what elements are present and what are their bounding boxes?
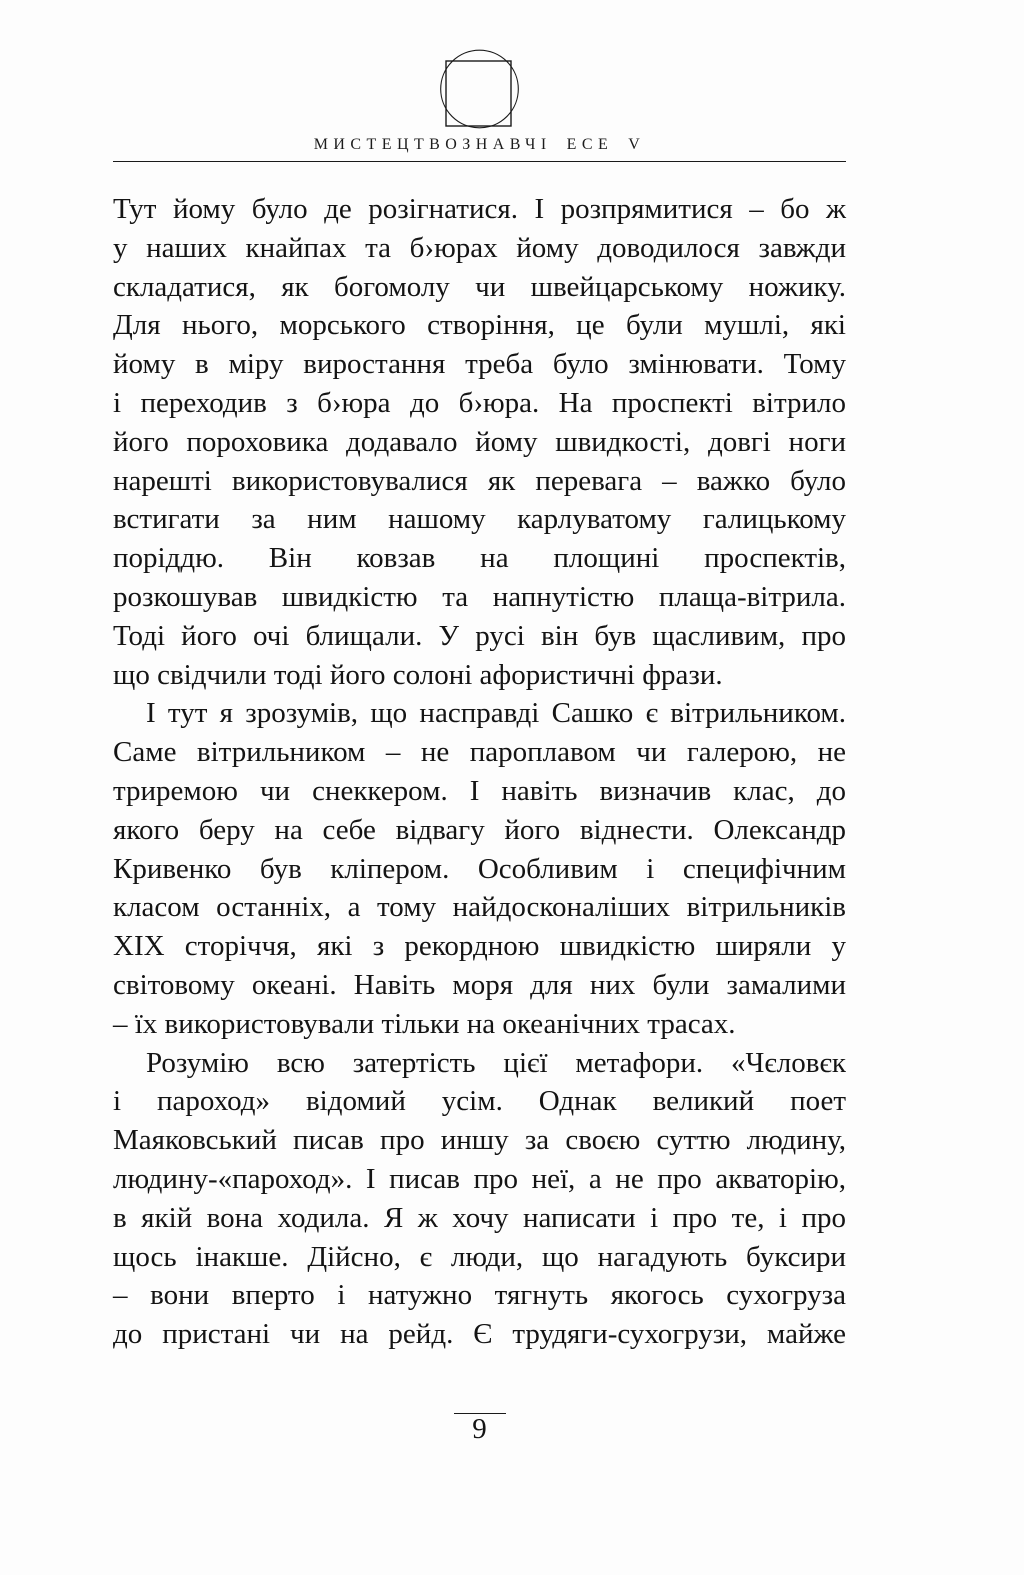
- text-line: світовому океані. Навіть моря для них були замалими: [113, 968, 846, 1001]
- header-rule: [113, 161, 846, 162]
- text-line: і переходив з б›юра до б›юра. На проспекті вітрило: [113, 386, 846, 419]
- text-line: Тоді його очі блищали. У русі він був щасливим, про: [113, 619, 846, 652]
- text-line: І тут я зрозумів, що насправді Сашко є вітрильником.: [146, 697, 846, 730]
- body-text: [113, 190, 846, 1354]
- text-line: триремою чи снеккером. І навіть визначив клас, до: [113, 774, 846, 807]
- text-line: – вони вперто і натужно тягнуть якогось сухогруза: [113, 1279, 846, 1312]
- text-line: Кривенко був кліпером. Особливим і специфічним: [113, 852, 846, 885]
- text-line: людину-«пароход». І писав про неї, а не про акваторію,: [113, 1162, 846, 1195]
- text-line: і пароход» відомий усім. Однак великий поет: [113, 1085, 846, 1118]
- text-line: в якій вона ходила. Я ж хочу написати і про те, і про: [113, 1201, 846, 1234]
- text-line: до пристані чи на рейд. Є трудяги-сухогрузи, майже: [113, 1318, 846, 1351]
- text-line: розкошував швидкістю та напнутістю плаща-вітрила.: [113, 580, 846, 613]
- text-line: Для нього, морського створіння, це були мушлі, які: [113, 309, 846, 342]
- paragraph: [113, 190, 846, 694]
- running-title: МИСТЕЦТВОЗНАВЧІ ЕСЕ V: [313, 136, 646, 153]
- text-line: складатися, як богомолу чи швейцарському ножику.: [113, 270, 846, 303]
- text-line: Розумію всю затертість цієї метафори. «Чєловєк: [146, 1046, 846, 1079]
- paragraph: [113, 694, 846, 1043]
- text-line: поріддю. Він ковзав на площині проспектів,: [113, 542, 846, 575]
- text-line: у наших кнайпах та б›юрах йому доводилося завжди: [113, 231, 846, 264]
- text-line: Саме вітрильником – не пароплавом чи галерою, не: [113, 736, 846, 769]
- text-line: ХІХ сторіччя, які з рекордною швидкістю ширяли у: [113, 930, 846, 963]
- page-number: 9: [472, 1413, 487, 1445]
- text-line: його пороховика додавало йому швидкості, довгі ноги: [113, 425, 846, 458]
- text-line: Тут йому було де розігнатися. І розпрямитися – бо ж: [113, 193, 846, 225]
- text-line: якого беру на себе відвагу його віднести. Олександр: [113, 813, 846, 846]
- text-line: нарешті використовувалися як перевага – важко було: [113, 464, 846, 497]
- text-line: класом останніх, а тому найдосконаліших вітрильників: [113, 891, 846, 924]
- text-line: – їх використовували тільки на океанічних трасах.: [113, 1007, 736, 1040]
- text-line: Маяковський писав про иншу за своєю суттю людину,: [113, 1124, 846, 1157]
- circle-square-logo-icon: [440, 48, 520, 130]
- text-line: щось інакше. Дійсно, є люди, що нагадують буксири: [113, 1240, 846, 1273]
- page-footer: [113, 1413, 846, 1444]
- text-line: встигати за ним нашому карлуватому галицькому: [113, 503, 846, 536]
- text-line: що свідчили тоді його солоні афористичні фрази.: [113, 658, 723, 691]
- paragraph: [113, 1044, 846, 1354]
- publisher-logo: [113, 48, 846, 134]
- text-line: йому в міру виростання треба було змінювати. Тому: [113, 348, 846, 381]
